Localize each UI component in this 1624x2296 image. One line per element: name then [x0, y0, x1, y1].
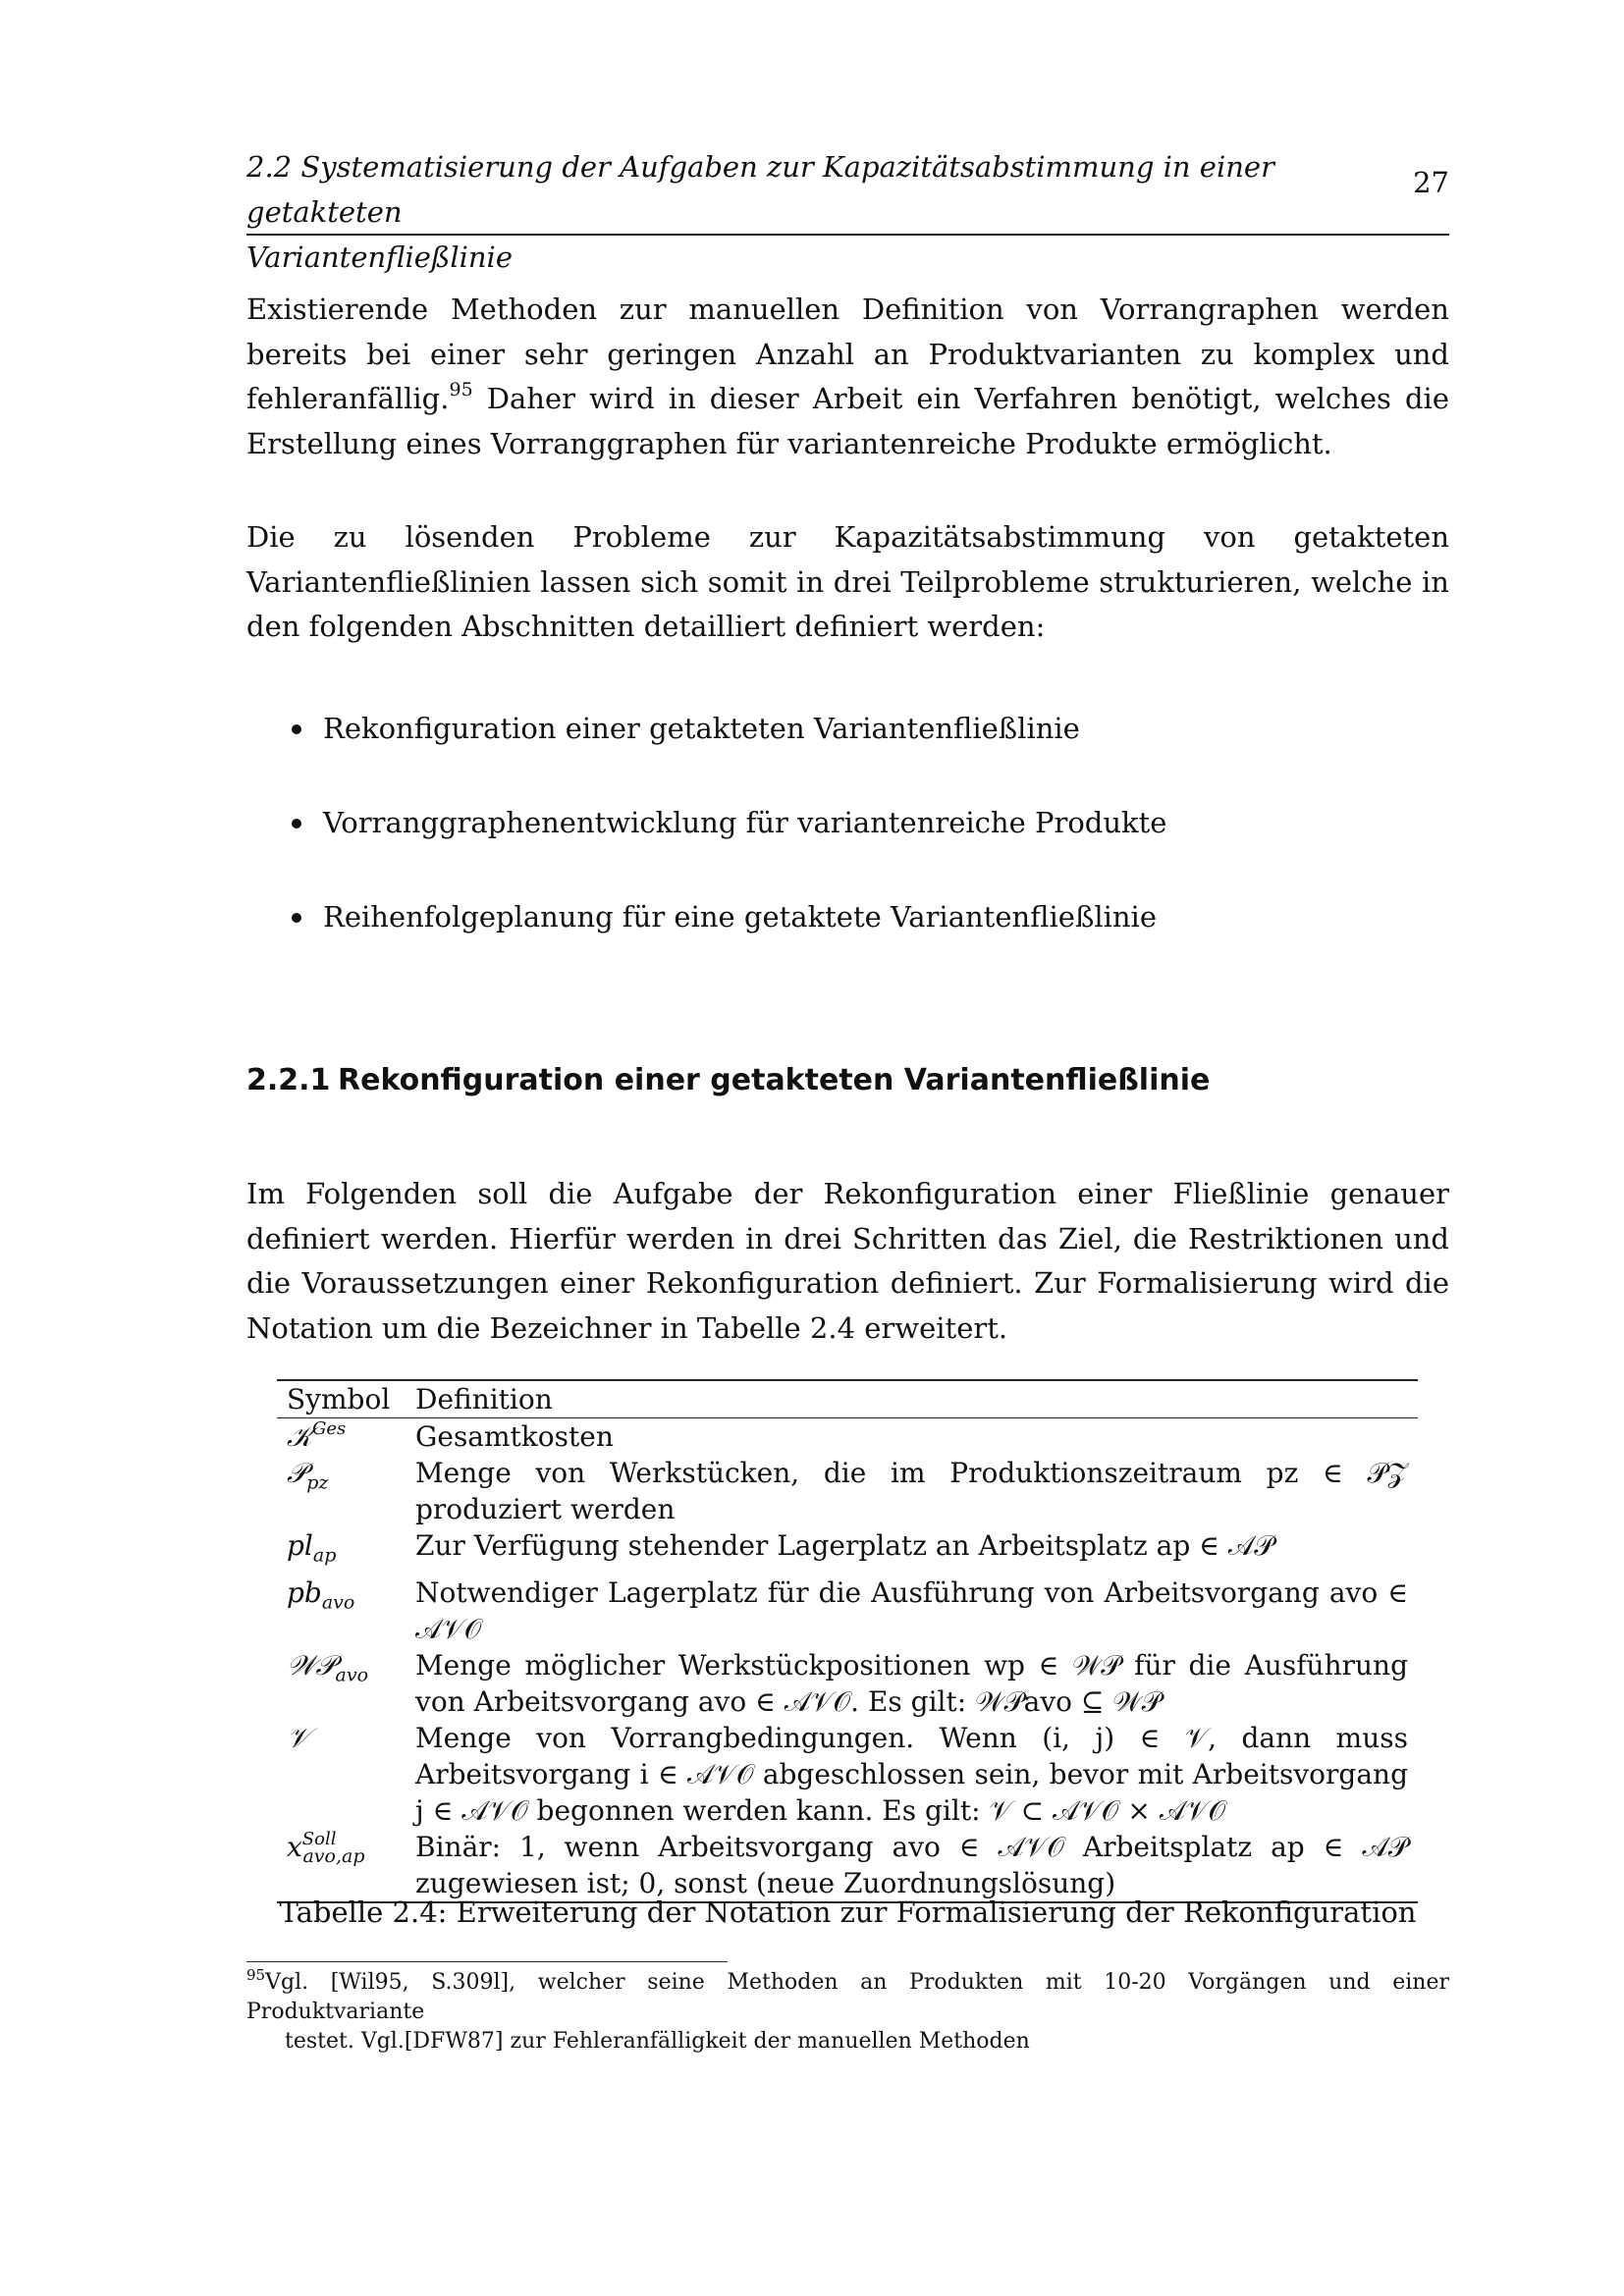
table-header-row: [277, 1380, 1418, 1418]
col-symbol-header: Symbol: [287, 1383, 391, 1415]
table-caption: Tabelle 2.4: Erweiterung der Notation zur Formalisierung der Rekonfiguration: [279, 1896, 1417, 1929]
footnote: [246, 1968, 1449, 2056]
running-title-line2: Variantenfließlinie: [246, 240, 513, 274]
definition-cell: Zur Verfügung stehender Lagerplatz an Arbeitsplatz ap ∈ 𝒜𝒫: [415, 1529, 1274, 1562]
definition-cell: Binär: 1, wenn Arbeitsvorgang avo ∈ 𝒜𝒱𝒪 Arbeitsplatz ap ∈ 𝒜𝒫 zugewiesen ist; 0, sonst (neue Zuordnungslösung): [415, 1830, 1408, 1899]
table-row: [277, 1455, 1418, 1527]
paragraph-2: Die zu lösenden Probleme zur Kapazitätsabstimmung von getakteten Variantenfließlinien lassen sich somit in drei Teilprobleme strukturieren, welche in den folgenden Abschnitten detailliert definiert werden:: [246, 520, 1449, 643]
page-number: 27: [1413, 166, 1449, 199]
table-row: [277, 1575, 1418, 1647]
paragraph-1: [246, 288, 1449, 466]
symbol-cell: $x^{Soll}_{avo,ap}$: [287, 1828, 365, 1868]
table-row: [277, 1647, 1418, 1720]
section-number: 2.2.1: [246, 1063, 331, 1097]
definition-cell: Gesamtkosten: [415, 1420, 614, 1453]
section-heading: [246, 1053, 1449, 1108]
list-item: [246, 893, 1449, 940]
list-item-text: Vorranggraphenentwicklung für variantenreiche Produkte: [323, 806, 1167, 839]
running-title-line1: 2.2 Systematisierung der Aufgaben zur Kapazitätsabstimmung in einer getakteten: [246, 150, 1274, 229]
list-item: [246, 799, 1449, 846]
bullet-icon: [292, 819, 301, 828]
footnote-line1: Vgl. [Wil95, S.309l], welcher seine Methoden an Produkten mit 10-20 Vorgängen und einer Produktvariante: [246, 1970, 1449, 2024]
symbol-cell: 𝒫$_{pz}$: [287, 1457, 329, 1494]
symbol-cell: 𝒲𝒫$_{avo}$: [287, 1648, 369, 1686]
definition-cell: Notwendiger Lagerplatz für die Ausführung von Arbeitsvorgang avo ∈ 𝒜𝒱𝒪: [415, 1575, 1408, 1645]
bullet-icon: [292, 913, 301, 923]
footnote-mark: 95: [246, 1966, 266, 1984]
definition-cell: Menge von Vorrangbedingungen. Wenn (i, j) ∈ 𝒱, dann muss Arbeitsvorgang i ∈ 𝒜𝒱𝒪 abgeschlossen sein, bevor mit Arbeitsvorgang j ∈ 𝒜𝒱𝒪 begonnen werden kann. Es gilt: 𝒱 ⊂ 𝒜𝒱𝒪 × 𝒜𝒱𝒪: [415, 1721, 1408, 1827]
section-title: Rekonfiguration einer getakteten Variantenfließlinie: [338, 1063, 1211, 1097]
table-row: [277, 1418, 1418, 1456]
list-item: [246, 705, 1449, 752]
running-header: [246, 140, 1449, 274]
notation-table: [277, 1379, 1418, 1903]
table-row: [277, 1720, 1418, 1829]
definition-cell: Menge möglicher Werkstückpositionen wp ∈ 𝒲𝒫 für die Ausführung von Arbeitsvorgang avo ∈ 𝒜𝒱𝒪. Es gilt: 𝒲𝒫avo ⊆ 𝒲𝒫: [415, 1648, 1408, 1718]
paragraph-1-text: Existierende Methoden zur manuellen Definition von Vorrangraphen werden bereits bei einer sehr geringen Anzahl an Produktvarianten zu komplex und fehleranfällig.: [246, 293, 1449, 415]
definition-cell: Menge von Werkstücken, die im Produktionszeitraum pz ∈ 𝒫𝒵 produziert werden: [415, 1457, 1408, 1525]
col-definition-header: Definition: [415, 1383, 553, 1415]
footnote-ref[interactable]: 95: [449, 379, 473, 400]
bullet-icon: [292, 724, 301, 734]
paragraph-1-text-cont: Daher wird in dieser Arbeit ein Verfahren benötigt, welches die Erstellung eines Vorranggraphen für variantenreiche Produkte ermöglicht.: [246, 382, 1449, 460]
footnote-rule: [246, 1961, 728, 1962]
symbol-cell: 𝒱: [287, 1721, 310, 1754]
footnote-line2: testet. Vgl.[DFW87] zur Fehleranfälligkeit der manuellen Methoden: [285, 2029, 1030, 2054]
running-title: [246, 144, 1326, 280]
table-row: [277, 1527, 1418, 1575]
list-item-text: Reihenfolgeplanung für eine getaktete Variantenfließlinie: [323, 900, 1157, 934]
paragraph-3: Im Folgenden soll die Aufgabe der Rekonfiguration einer Fließlinie genauer definiert werden. Hierfür werden in drei Schritten das Ziel, die Restriktionen und die Voraussetzungen einer Rekonfiguration definiert. Zur Formalisierung wird die Notation um die Bezeichner in Tabelle 2.4 erweitert.: [246, 1177, 1449, 1345]
symbol-cell: $pb_{avo}$: [287, 1575, 355, 1614]
symbol-cell: $pl_{ap}$: [287, 1529, 337, 1567]
list-item-text: Rekonfiguration einer getakteten Variantenfließlinie: [323, 712, 1080, 745]
symbol-cell: 𝒦$^{Ges}$: [287, 1418, 347, 1453]
bullet-list: [246, 705, 1449, 988]
